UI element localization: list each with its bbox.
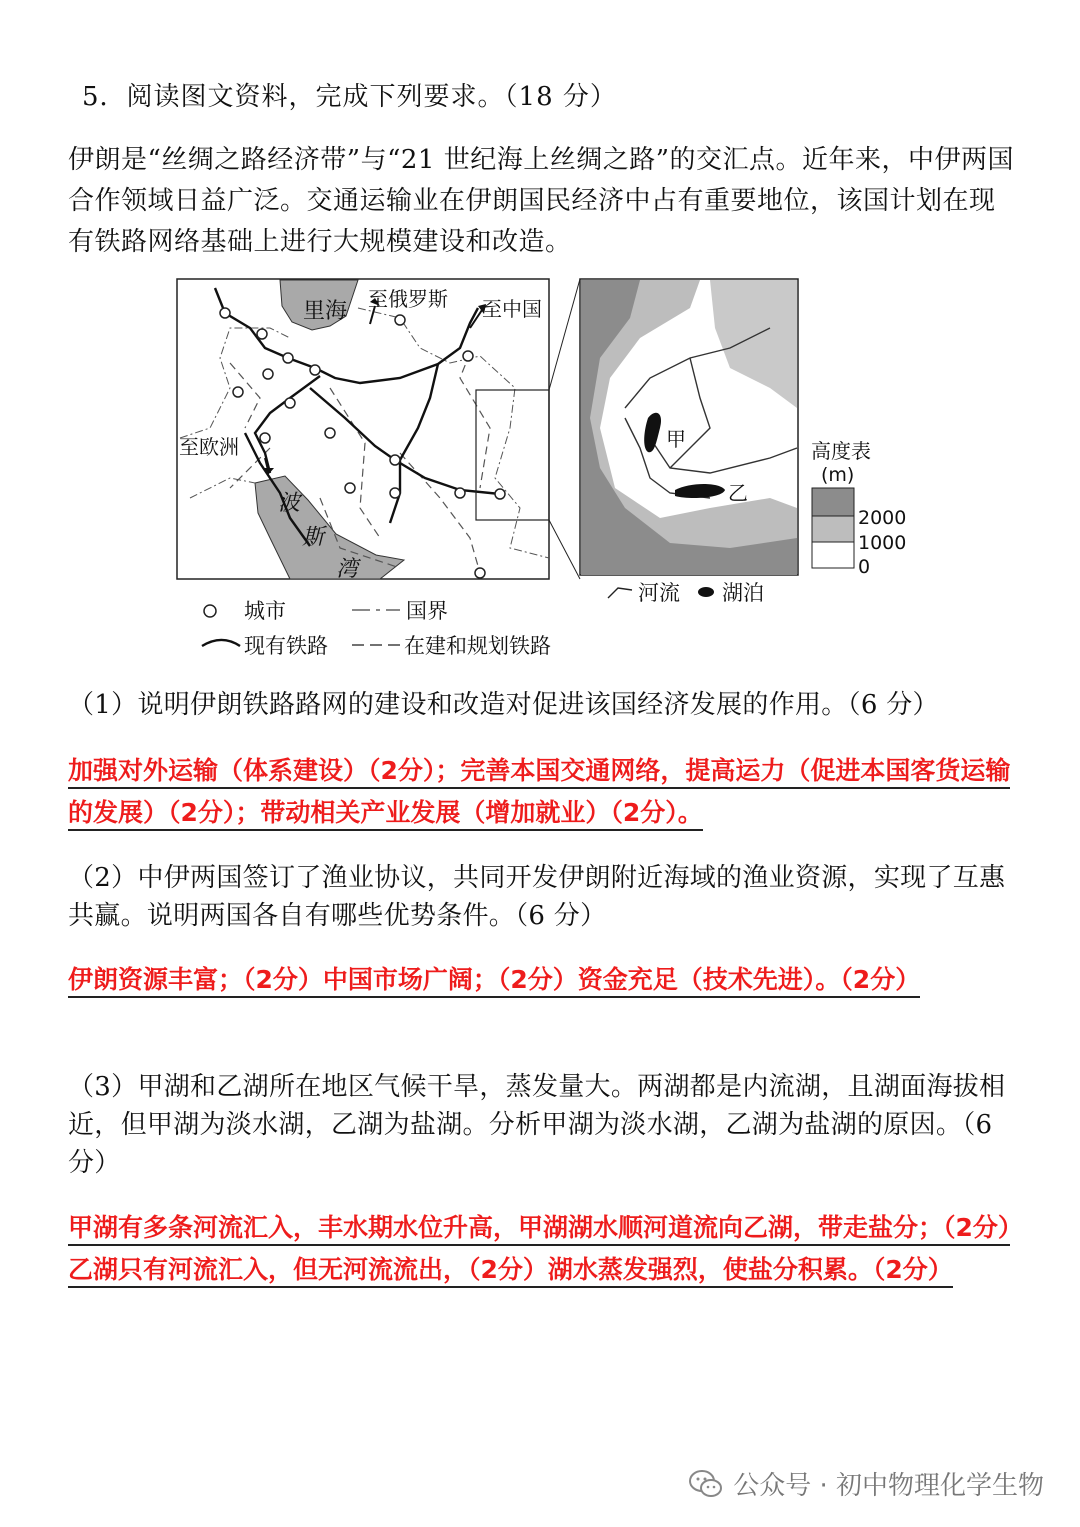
- river-legend-icon: [608, 588, 632, 598]
- elevation-key-unit: (m): [821, 464, 855, 486]
- part-1-question: （1）说明伊朗铁路路网的建设和改造对促进该国经济发展的作用。（6 分）: [68, 690, 939, 720]
- inset-connector-top: [549, 279, 580, 390]
- city-legend-icon: [204, 605, 216, 617]
- elevation-label-1000: 1000: [858, 532, 907, 554]
- city-marker: [325, 428, 335, 438]
- city-marker: [283, 353, 293, 363]
- lake-yi-label: 乙: [728, 481, 748, 505]
- city-marker: [285, 398, 295, 408]
- elevation-swatch-mid: [812, 516, 854, 542]
- part-2-answer: [68, 959, 1018, 1001]
- city-legend-label: 城市: [244, 599, 286, 623]
- to-china-label: 至中国: [482, 297, 542, 321]
- gulf-label-1: 波: [278, 491, 301, 516]
- gulf-label-3: 湾: [336, 557, 359, 582]
- footer-account-name: 公众号 · 初中物理化学生物: [733, 1471, 1044, 1501]
- map-svg: [170, 268, 930, 668]
- city-marker: [345, 483, 355, 493]
- border-legend-label: 国界: [406, 599, 448, 623]
- city-marker: [310, 365, 320, 375]
- question-intro: 伊朗是“丝绸之路经济带”与“21 世纪海上丝绸之路”的交汇点。近年来，中伊两国合作领域日益广泛。交通运输业在伊朗国民经济中占有重要地位，该国计划在现有铁路网络基础上进行大规模建设和改造。: [68, 145, 1015, 257]
- river-legend-label: 河流: [638, 581, 680, 605]
- part-2-answer-text: 伊朗资源丰富；（2分）中国市场广阔；（2分）资金充足（技术先进）。（2分）: [68, 965, 920, 998]
- city-marker: [455, 488, 465, 498]
- question-title: 5．阅读图文资料，完成下列要求。（18 分）: [82, 82, 617, 112]
- lake-jia-label: 甲: [666, 427, 686, 451]
- city-marker: [260, 433, 270, 443]
- part-3-question: （3）甲湖和乙湖所在地区气候干旱，蒸发量大。两湖都是内流湖，且湖面海拔相近，但甲湖为淡水湖，乙湖为盐湖。分析甲湖为淡水湖，乙湖为盐湖的原因。（6 分）: [68, 1072, 1006, 1178]
- wechat-icon: [689, 1469, 723, 1499]
- planned-rail-legend-label: 在建和规划铁路: [404, 634, 551, 658]
- gulf-label-2: 斯: [302, 525, 325, 550]
- city-marker: [220, 308, 230, 318]
- rail-legend-label: 现有铁路: [244, 634, 328, 658]
- city-marker: [233, 387, 243, 397]
- main-map-frame: [177, 279, 549, 579]
- city-marker: [257, 329, 267, 339]
- inset-connector-bottom: [549, 520, 580, 579]
- city-marker: [390, 488, 400, 498]
- rail-legend-icon: [202, 640, 240, 646]
- lake-legend-icon: [698, 587, 714, 597]
- city-marker: [263, 369, 273, 379]
- part-1-answer: [68, 750, 1018, 834]
- wechat-account-footer: [689, 1465, 1044, 1502]
- city-marker: [463, 351, 473, 361]
- part-2-question: （2）中伊两国签订了渔业协议，共同开发伊朗附近海域的渔业资源，实现了互惠共赢。说明两国各自有哪些优势条件。（6 分）: [68, 863, 1006, 931]
- city-marker: [475, 568, 485, 578]
- iran-map-figure: [170, 268, 930, 672]
- lake-legend-label: 湖泊: [722, 581, 764, 605]
- to-russia-label: 至俄罗斯: [368, 287, 448, 311]
- city-marker: [390, 455, 400, 465]
- part-1-answer-text: 加强对外运输（体系建设）（2分）；完善本国交通网络，提高运力（促进本国客货运输的发展）（2分）；带动相关产业发展（增加就业）（2分）。: [68, 756, 1010, 831]
- part-3-answer: [68, 1207, 1018, 1291]
- city-marker: [395, 315, 405, 325]
- elevation-key-title: 高度表: [811, 439, 871, 463]
- elevation-swatch-high: [812, 488, 854, 516]
- elevation-swatch-low: [812, 542, 854, 568]
- to-europe-label: 至欧洲: [179, 435, 239, 459]
- city-marker: [495, 489, 505, 499]
- elevation-label-2000: 2000: [858, 507, 907, 529]
- part-3-answer-text: 甲湖有多条河流汇入，丰水期水位升高，甲湖湖水顺河道流向乙湖，带走盐分；（2分）乙湖只有河流汇入，但无河流流出，（2分）湖水蒸发强烈，使盐分积累。（2分）: [68, 1213, 1010, 1288]
- elevation-label-0: 0: [858, 556, 871, 578]
- caspian-label: 里海: [303, 299, 348, 324]
